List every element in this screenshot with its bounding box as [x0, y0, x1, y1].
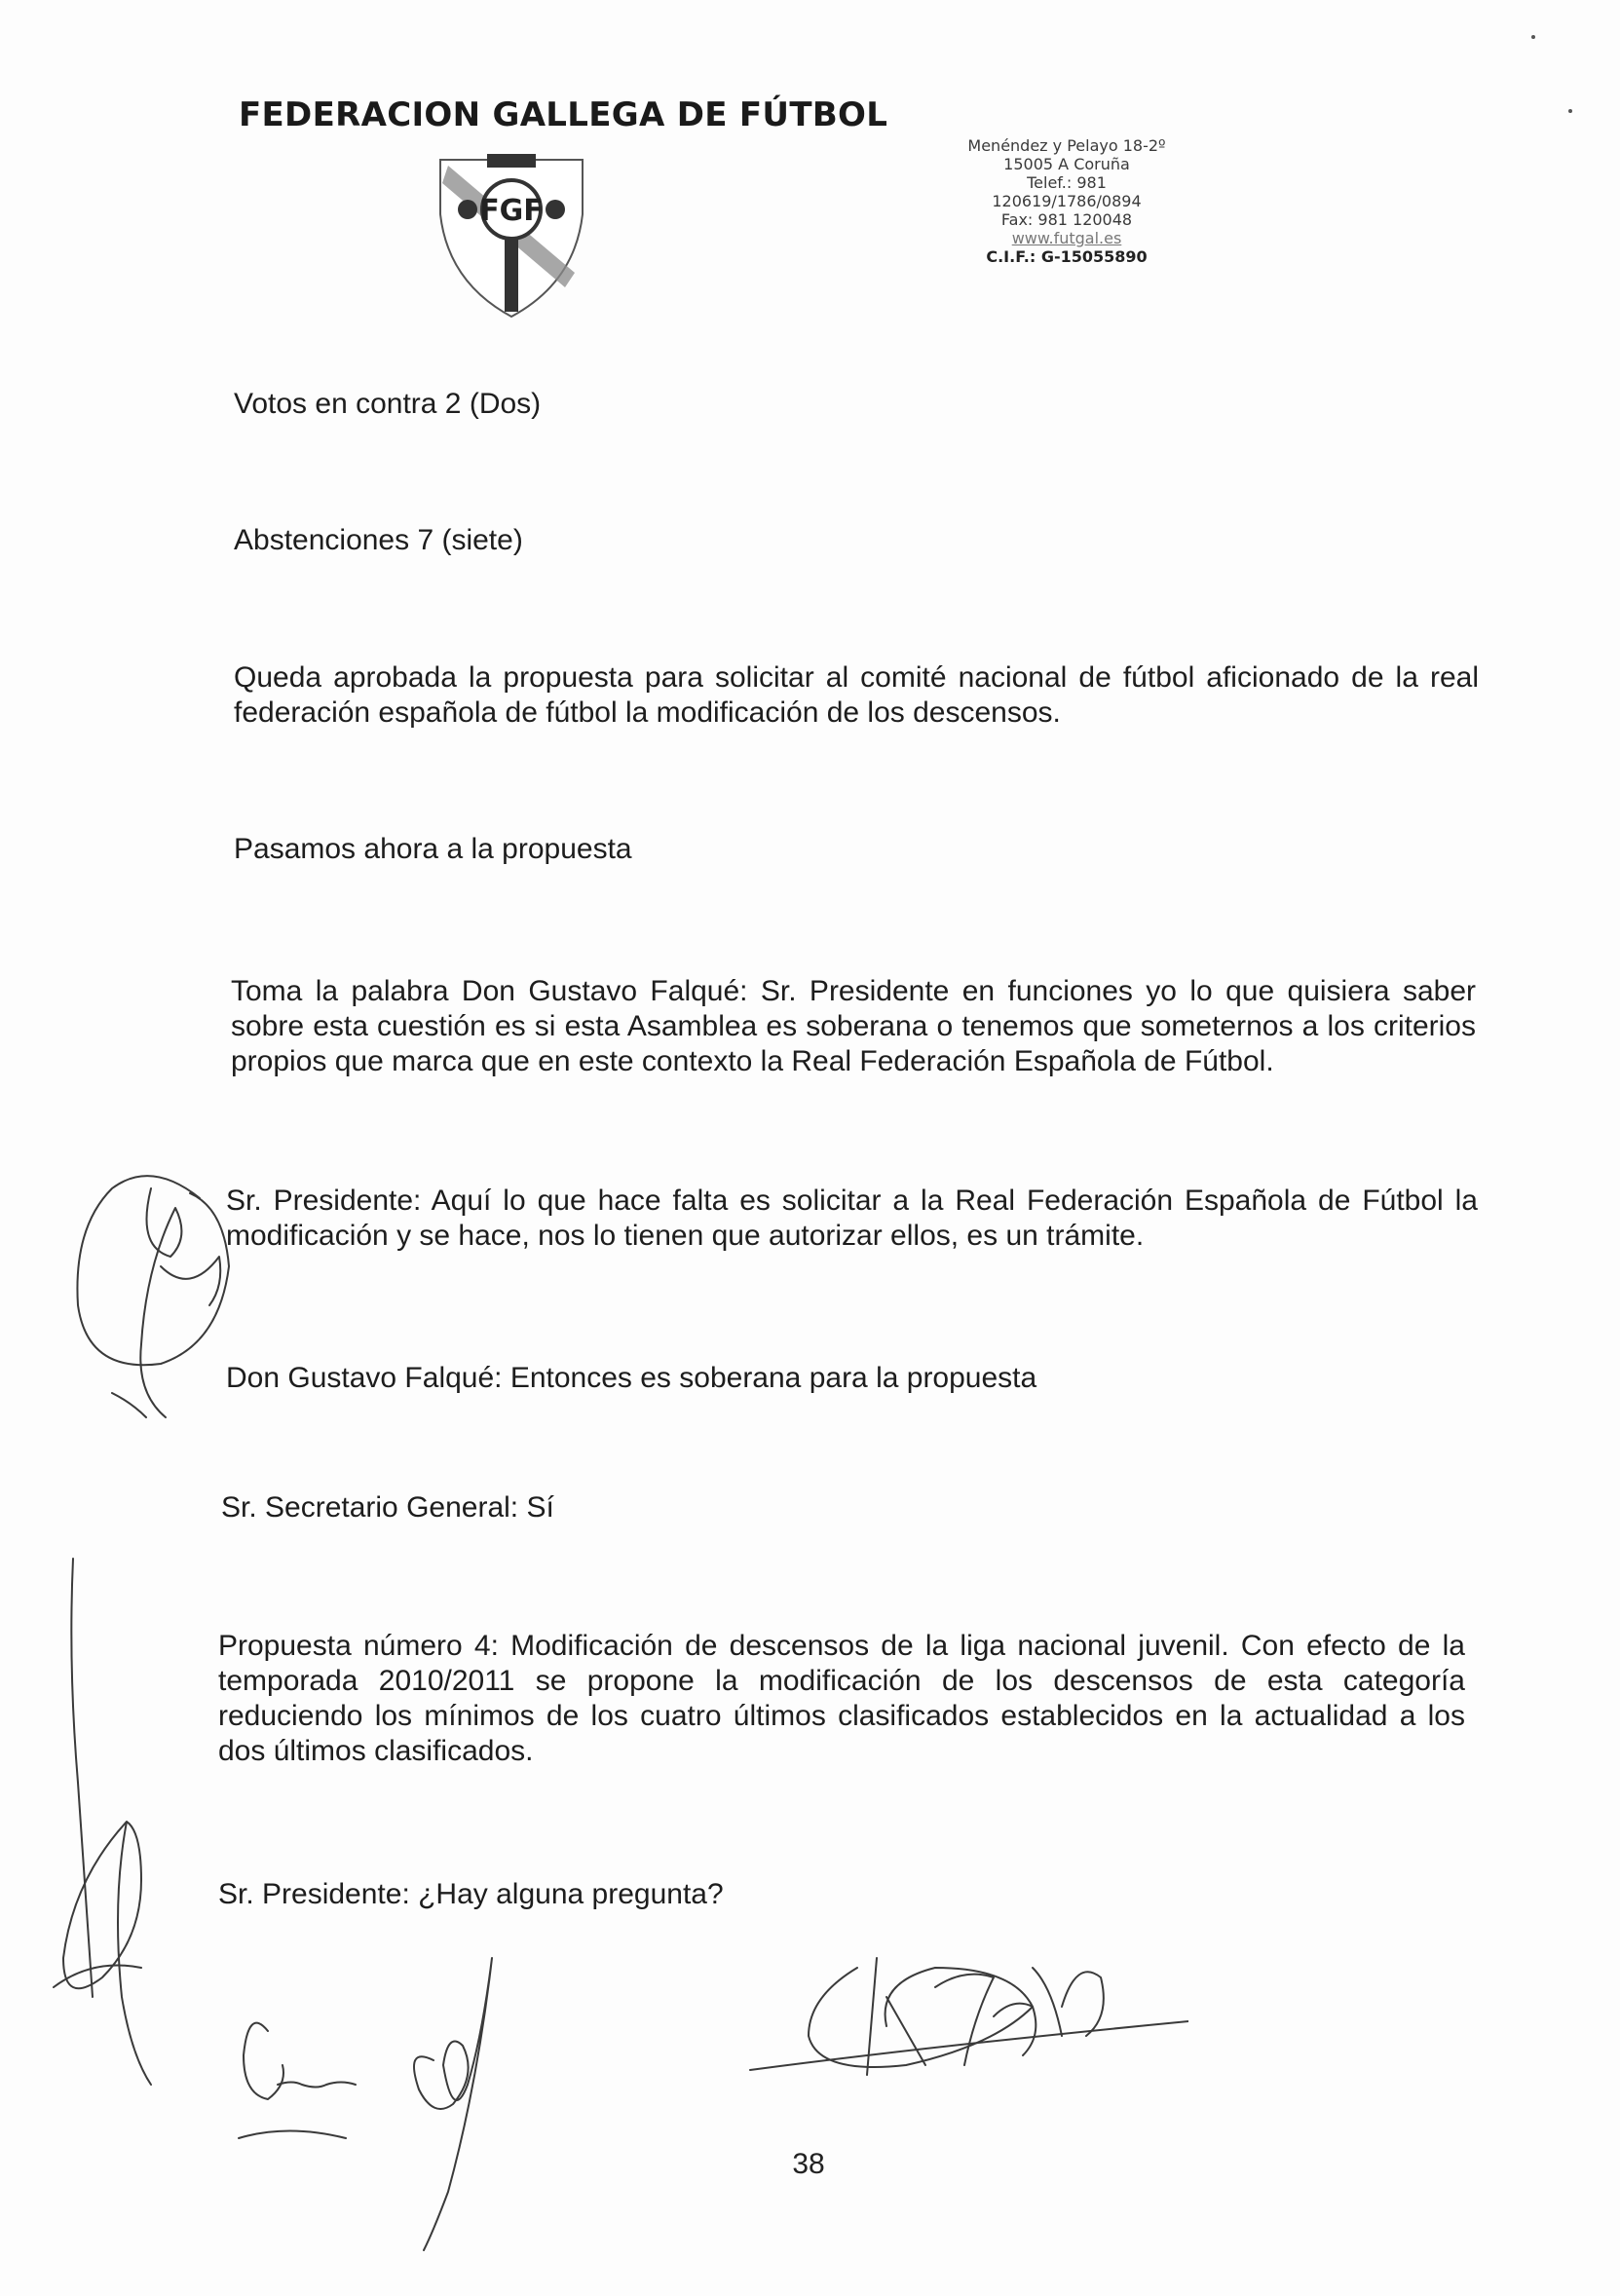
scan-speck	[1531, 35, 1535, 39]
scan-speck	[1568, 109, 1572, 113]
paragraph-abstentions: Abstenciones 7 (siete)	[234, 524, 523, 556]
address-city: 15005 A Coruña	[1003, 155, 1130, 173]
address-cif: C.I.F.: G-15055890	[986, 247, 1148, 266]
signature-right	[740, 1929, 1188, 2124]
paragraph-president-answer: Sr. Presidente: Aquí lo que hace falta es solicitar a la Real Federación Española de Fútbol la modificación y se hace, nos lo tienen que autorizar ellos, es un trámite.	[226, 1185, 1478, 1252]
paragraph-falque-reply: Don Gustavo Falqué: Entonces es soberana para la propuesta	[226, 1362, 1037, 1394]
crest-letters: FGF	[479, 194, 544, 228]
organization-title: FEDERACION GALLEGA DE FÚTBOL	[239, 95, 888, 134]
signature-center-pair	[209, 1938, 619, 2260]
page-number: 38	[792, 2148, 825, 2180]
paragraph-votes-against: Votos en contra 2 (Dos)	[234, 388, 542, 420]
paragraph-president-question: Sr. Presidente: ¿Hay alguna pregunta?	[218, 1878, 724, 1910]
address-phone: Telef.: 981 120619/1786/0894	[992, 173, 1142, 210]
address-street: Menéndez y Pelayo 18-2º	[967, 136, 1166, 155]
paragraph-proposal-4: Propuesta número 4: Modificación de descensos de la liga nacional juvenil. Con efecto de la temporada 2010/2011 se propone la modificación de los descensos de esta categoría reduciendo los mínimos de los cuatro últimos clasificados establecidos en la actualidad a los dos últimos clasificados.	[218, 1630, 1465, 1767]
address-block	[950, 136, 1184, 266]
paragraph-next-proposal: Pasamos ahora a la propuesta	[234, 833, 632, 865]
margin-signature-left	[34, 1549, 180, 2104]
paragraph-falque-question: Toma la palabra Don Gustavo Falqué: Sr. Presidente en funciones yo lo que quisiera saber sobre esta cuestión es si esta Asamblea es soberana o tenemos que someternos a los criterios propios que marca que en este contexto la Real Federación Española de Fútbol.	[231, 975, 1476, 1077]
federation-crest-logo	[429, 146, 594, 321]
address-fax: Fax: 981 120048	[1000, 210, 1133, 229]
paragraph-secretary: Sr. Secretario General: Sí	[221, 1491, 554, 1524]
paragraph-approval: Queda aprobada la propuesta para solicitar al comité nacional de fútbol aficionado de la real federación española de fútbol la modificación de los descensos.	[234, 661, 1479, 729]
margin-signature-top	[54, 1149, 248, 1432]
address-web-link[interactable]: www.futgal.es	[1011, 229, 1122, 247]
